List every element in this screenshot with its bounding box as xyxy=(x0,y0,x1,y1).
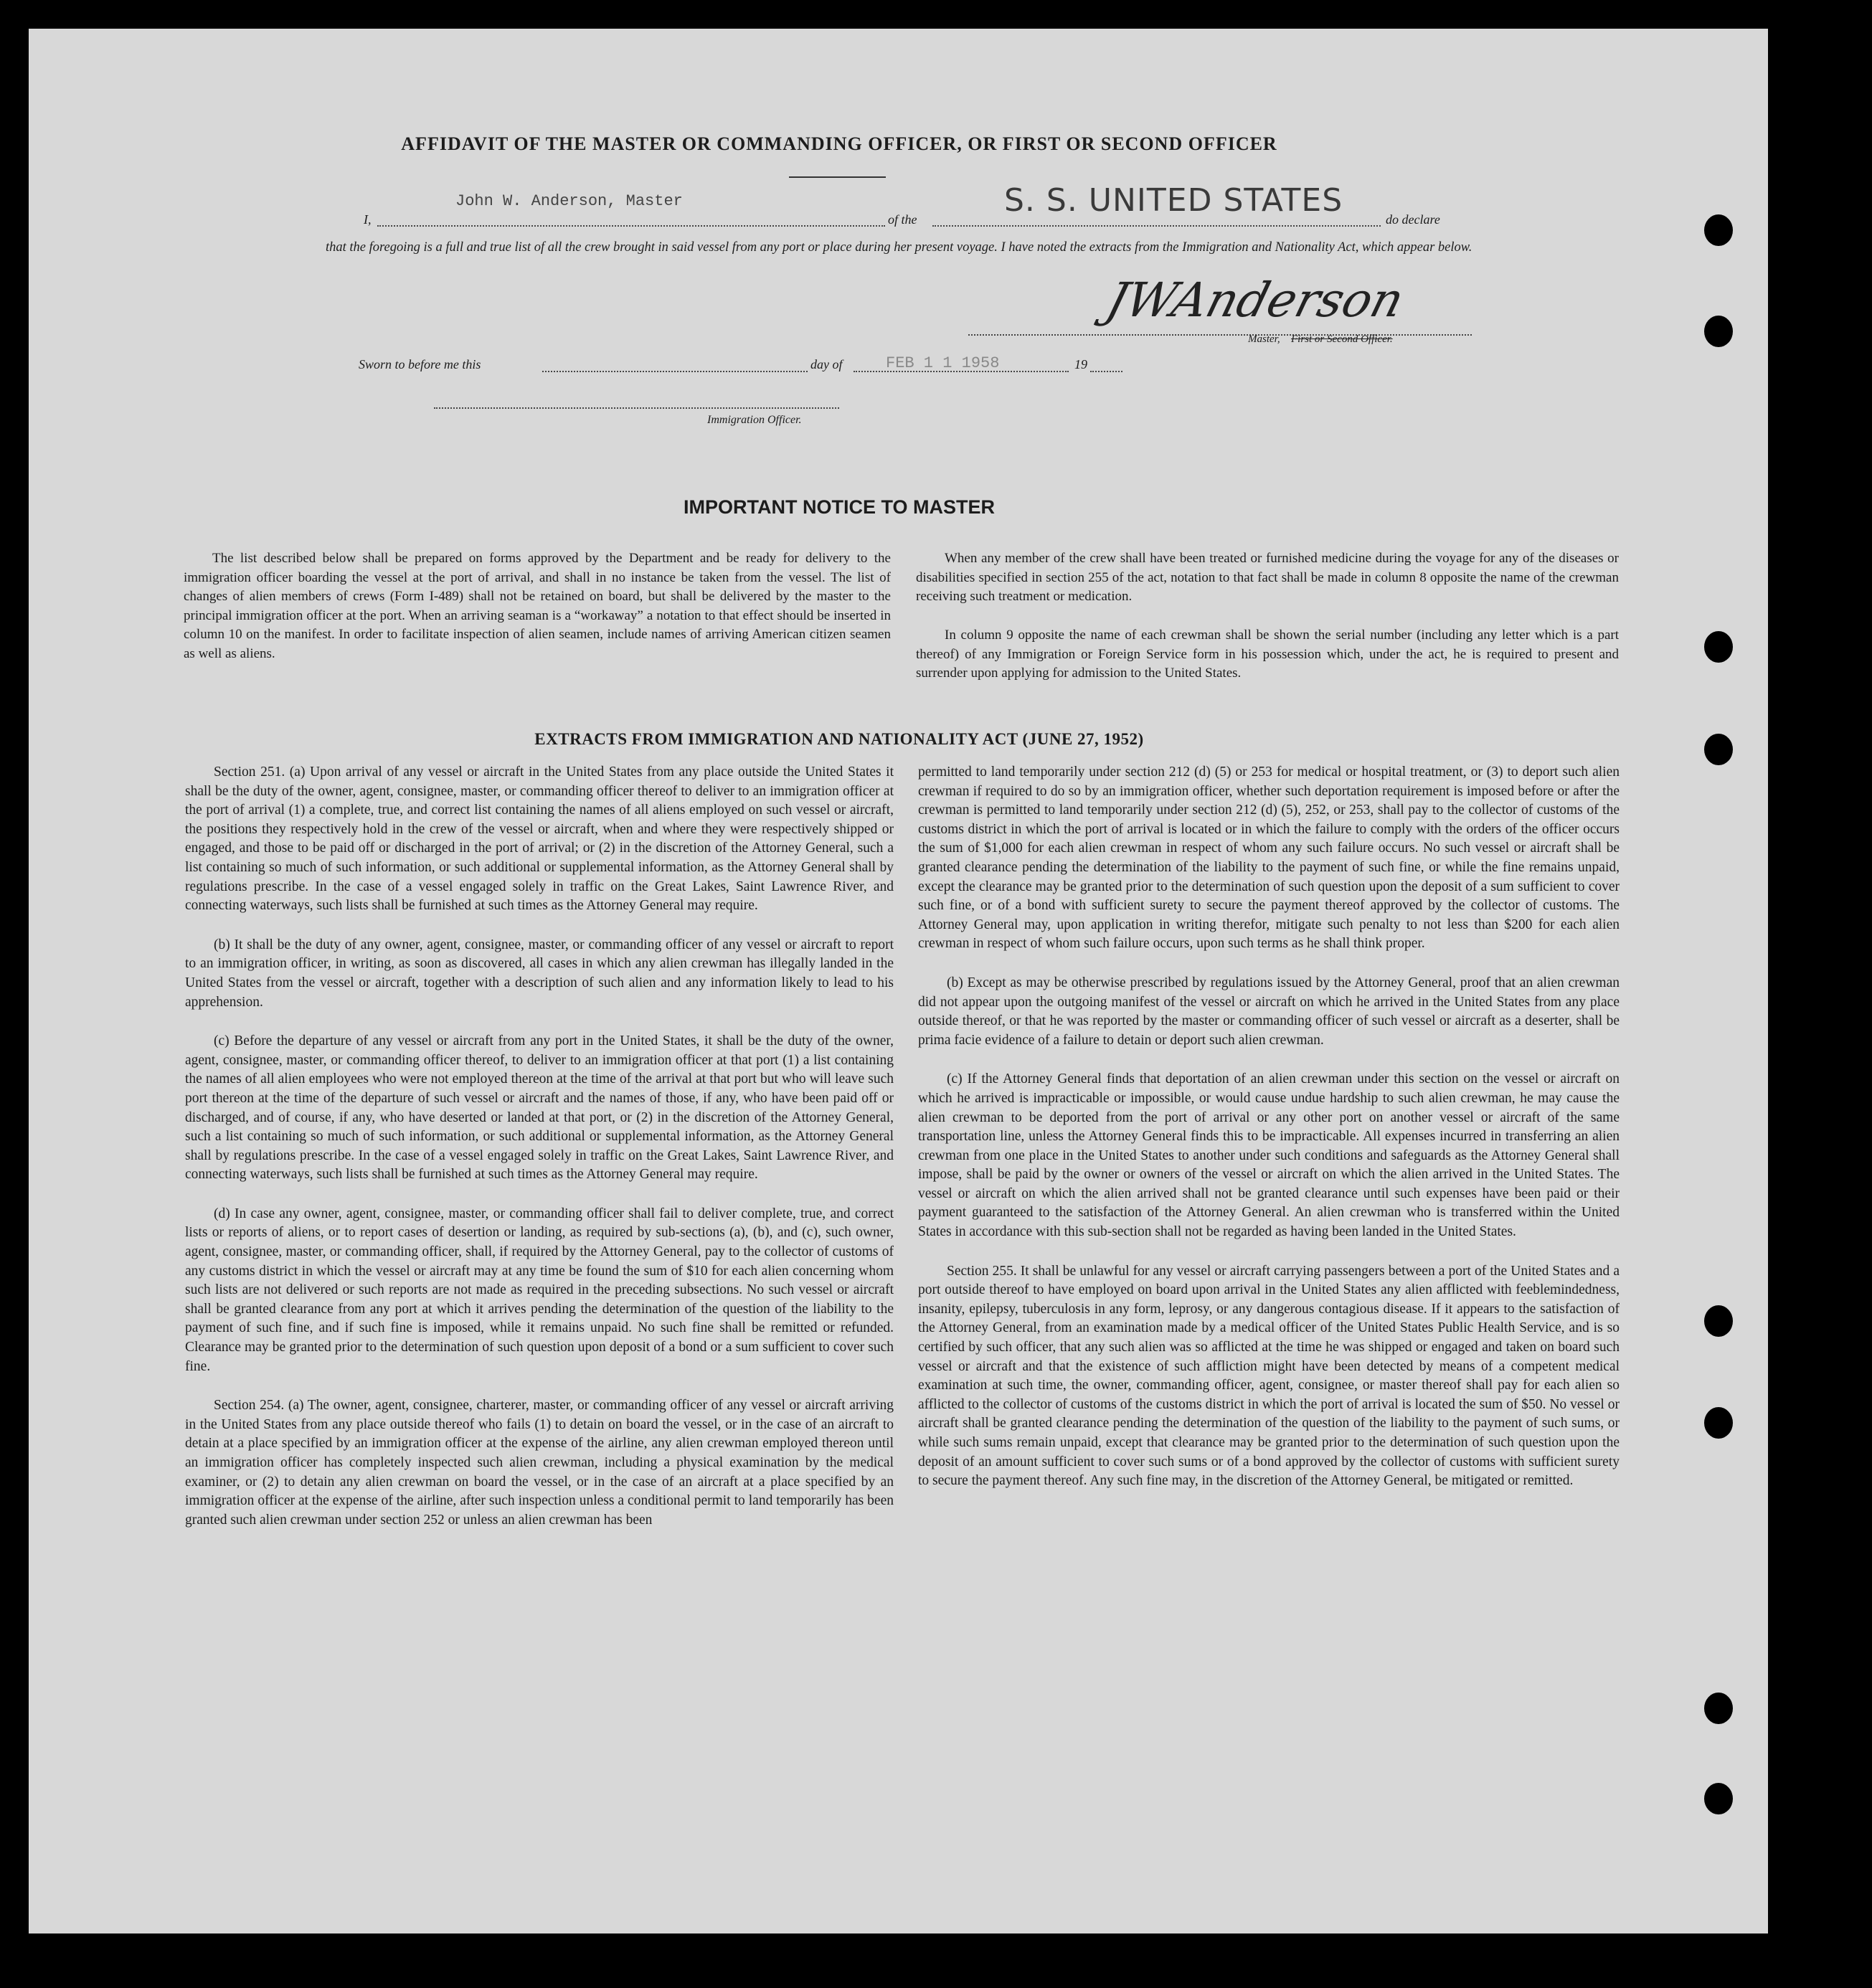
year-line xyxy=(1090,371,1122,372)
date-stamp: FEB 1 1 1958 xyxy=(886,354,1000,372)
declaration-text: that the foregoing is a full and true list of all the crew brought in said vessel from any port or place during her present voyage. I have noted the extracts from the Immigration and Nationality Act, which appear below. xyxy=(326,240,1472,255)
i-label: I, xyxy=(364,212,372,227)
section-251-b: (b) It shall be the duty of any owner, agent, consignee, master, or commanding officer of any vessel or aircraft to report to an immigration officer, in writing, as soon as discovered, all cases in which any alien crewman has illegally landed in the United States from the vessel or aircraft, together with a description of such alien and any information likely to lead to his apprehension. xyxy=(185,937,894,1010)
binder-hole xyxy=(1704,316,1733,347)
officer-label: Immigration Officer. xyxy=(707,414,802,426)
notice-right-paragraph-2: In column 9 opposite the name of each crewman shall be shown the serial number (including any letter which is a part thereof) of any Immigration or Foreign Service form in his possession which, under the act, he is required to present and surrender upon applying for admission to the United States. xyxy=(916,628,1619,681)
master-name-typed: John W. Anderson, Master xyxy=(455,192,683,210)
binder-hole xyxy=(1704,1693,1733,1724)
document-page xyxy=(29,29,1768,1933)
notice-heading: IMPORTANT NOTICE TO MASTER xyxy=(684,496,995,518)
officer-signature-line xyxy=(434,407,839,409)
binder-hole xyxy=(1704,214,1733,246)
heading-rule xyxy=(789,176,886,178)
binder-hole xyxy=(1704,631,1733,663)
master-label: Master, xyxy=(1248,333,1280,345)
sworn-day-line xyxy=(542,371,808,372)
extracts-heading: EXTRACTS FROM IMMIGRATION AND NATIONALITY ACT (JUNE 27, 1952) xyxy=(534,730,1144,748)
section-255: Section 255. It shall be unlawful for any vessel or aircraft carrying passengers between a port of the United States and a port outside thereof to have employed on board upon arrival in the United States any alien afflicted with feeblemindedness, insanity, epilepsy, tuberculosis in any form, leprosy, or any dangerous contagious disease. If it appears to the satisfaction of the Attorney General, from an examination made by a medical officer of the United States Public Health Service, and is so certified by such officer, that any such alien was so afflicted at the time he was shipped or engaged and taken on board such vessel or aircraft and that the existence of such affliction might have been detected by means of a competent medical examination at such time, the owner, commanding officer, agent, consignee, or master thereof shall pay for each alien so afflicted to the collector of customs of the customs district in which the port of arrival is located the sum of $50. No vessel or aircraft shall be granted clearance pending the determination of the question of the liability to the payment of such sums, or while such sums remain unpaid, except that clearance may be granted prior to the determination of such question upon the deposit of an amount sufficient to cover such sums or of a bond approved by the collector of customs with sufficient surety to secure the payment thereof. Any such fine may, in the discretion of the Attorney General, be mitigated or remitted. xyxy=(918,1263,1620,1489)
extracts-left-column xyxy=(185,763,894,1550)
binder-hole xyxy=(1704,1783,1733,1814)
binder-hole xyxy=(1704,1407,1733,1439)
affidavit-heading: AFFIDAVIT OF THE MASTER OR COMMANDING OFFICER, OR FIRST OR SECOND OFFICER xyxy=(401,133,1277,154)
section-254-b: (b) Except as may be otherwise prescribed by regulations issued by the Attorney General, proof that an alien crewman did not appear upon the outgoing manifest of the vessel or aircraft on which he arrived in the United States from any place outside thereof, or that he was reported by the master or commanding officer of such vessel or aircraft as a deserter, shall be prima facie evidence of a failure to detain or deport such alien crewman. xyxy=(918,975,1620,1048)
notice-left-paragraph: The list described below shall be prepared on forms approved by the Department and be ready for delivery to the immigration officer boarding the vessel at the port of arrival, and shall in no instance be taken from the vessel. The list of changes of alien members of crews (Form I-489) shall not be retained on board, but shall be delivered by the master to the principal immigration officer at the port. When an arriving seaman is a “workaway” a notation to that effect should be inserted in column 10 on the manifest. In order to facilitate inspection of alien seamen, include names of arriving American citizen seamen as well as aliens. xyxy=(184,551,891,661)
day-of-label: day of xyxy=(810,357,843,371)
section-251-a: Section 251. (a) Upon arrival of any vessel or aircraft in the United States from any place outside the United States it shall be the duty of the owner, agent, consignee, master, or commanding officer thereof to deliver to an immigration officer at the port of arrival (1) a complete, true, and correct list containing the names of all aliens employed on such vessel or aircraft, the positions they respectively hold in the crew of the vessel or aircraft, when and where they were respectively shipped or engaged, and those to be paid off or discharged in the port of arrival; or (2) in the discretion of the Attorney General, such a list containing so much of such information, or such additional or supplemental information, as the Attorney General shall by regulations prescribe. In the case of a vessel engaged solely in traffic on the Great Lakes, Saint Lawrence River, and connecting waterways, such lists shall be furnished at such times as the Attorney General may require. xyxy=(185,765,894,914)
notice-right-paragraph-1: When any member of the crew shall have been treated or furnished medicine during the voyage for any of the diseases or disabilities specified in section 255 of the act, notation to that fact shall be made in column 8 opposite the name of the crewman receiving such treatment or medication. xyxy=(916,551,1619,604)
section-254-c: (c) If the Attorney General finds that deportation of an alien crewman under this section on the vessel or aircraft on which he arrived is impracticable or impossible, or would cause undue hardship to such alien crewman, he may cause the alien crewman to be deported from the port of arrival or any other port on another vessel or aircraft of the same transportation line, unless the Attorney General finds this to be impracticable. All expenses incurred in transferring an alien crewman from one place in the United States to another under such conditions and safeguards as the Attorney General shall impose, shall be paid by the owner or owners of the vessel or aircraft on which the alien arrived in the United States. The vessel or aircraft on which the alien arrived shall not be granted clearance until such expenses have been paid or their payment guaranteed to the satisfaction of the Attorney General. An alien crewman who is transferred within the United States in accordance with this sub-section shall not be regarded as having been landed in the United States. xyxy=(918,1071,1620,1240)
vessel-name: S. S. UNITED STATES xyxy=(1004,182,1343,219)
name-line xyxy=(377,225,885,227)
of-the-label: of the xyxy=(888,212,917,227)
section-251-c: (c) Before the departure of any vessel or aircraft from any port in the United States, it shall be the duty of the owner, agent, consignee, master, or commanding officer thereof, to deliver to an immigration officer at that port (1) a list containing the names of all alien employees who were not employed thereon at the time of the arrival at that port but who will leave such port thereon at the time of the departure of such vessel or aircraft and the names of those, if any, who have been paid off or discharged, and of course, if any, who have deserted or landed at that port, or (2) in the discretion of the Attorney General, such a list containing so much of such information, or such additional or supplemental information, as the Attorney General shall by regulations prescribe. In the case of a vessel engaged solely in traffic on the Great Lakes, Saint Lawrence River, and connecting waterways, such lists shall be furnished at such times as the Attorney General may require. xyxy=(185,1033,894,1183)
signature-line xyxy=(968,334,1472,336)
sworn-label: Sworn to before me this xyxy=(359,357,481,371)
section-254-a: Section 254. (a) The owner, agent, consignee, charterer, master, or commanding officer of any vessel or aircraft arriving in the United States from any place outside thereof who fails (1) to detain on board the vessel, or in the case of an aircraft to detain at a place specified by an immigration officer at the expense of the airline, any alien crewman employed thereon until an immigration officer has completely inspected such alien crewman, including a physical examination by the medical examiner, or (2) to detain any alien crewman on board the vessel, or in the case of an aircraft at a place specified by an immigration officer at the expense of the airline, after such inspection unless a conditional permit to land temporarily has been granted such alien crewman under section 252 or unless an alien crewman has been xyxy=(185,1398,894,1528)
binder-hole xyxy=(1704,1305,1733,1337)
do-declare-label: do declare xyxy=(1386,212,1440,227)
struck-officer-label: First or Second Officer. xyxy=(1291,333,1393,345)
section-254-a-continued: permitted to land temporarily under section 212 (d) (5) or 253 for medical or hospital treatment, or (3) to deport such alien crewman if required to do so by an immigration officer, whether such deportation requirement is imposed before or after the crewman is permitted to land temporarily under section 212 (d) (5), 252, or 253, shall pay to the collector of customs of the customs district in which the port of arrival is located or in which the failure to comply with the orders of the officer occurs the sum of $1,000 for each alien crewman in respect of whom any such failure occurs. No such vessel or aircraft shall be granted clearance pending the determination of the liability to the payment of such fine, or while the fine remains unpaid, except the clearance may be granted prior to the determination of such question upon the deposit of a sum sufficient to cover such fine, or of a bond with sufficient surety to secure the payment thereof approved by the collector of customs. The Attorney General may, upon application in writing therefor, mitigate such penalty to not less than $200 for each alien crewman in respect of whom such failure occurs, upon such terms as he shall think proper. xyxy=(918,765,1620,952)
year-prefix: 19 xyxy=(1074,357,1087,371)
extracts-right-column xyxy=(918,763,1620,1511)
vessel-line xyxy=(932,225,1381,227)
master-signature: JWAnderson xyxy=(1100,273,1410,328)
section-251-d: (d) In case any owner, agent, consignee, master, or commanding officer shall fail to deliver complete, true, and correct lists or reports of aliens, or to report cases of desertion or landing, as required by sub-sections (a), (b), and (c), such owner, agent, consignee, master, or commanding officer, shall, if required by the Attorney General, pay to the collector of customs of any customs district in which the vessel or aircraft may at any time be found the sum of $10 for each alien concerning whom such lists are not delivered or such reports are not made as required in the preceding subsections. No such vessel or aircraft shall be granted clearance from any port at which it arrives pending the determination of the question of the liability to the payment of such fine, and if such fine is imposed, while it remains unpaid. No such fine shall be remitted or refunded. Clearance may be granted prior to the determination of such question upon deposit of a bond or a sum sufficient to cover such fine. xyxy=(185,1206,894,1374)
binder-hole xyxy=(1704,734,1733,765)
